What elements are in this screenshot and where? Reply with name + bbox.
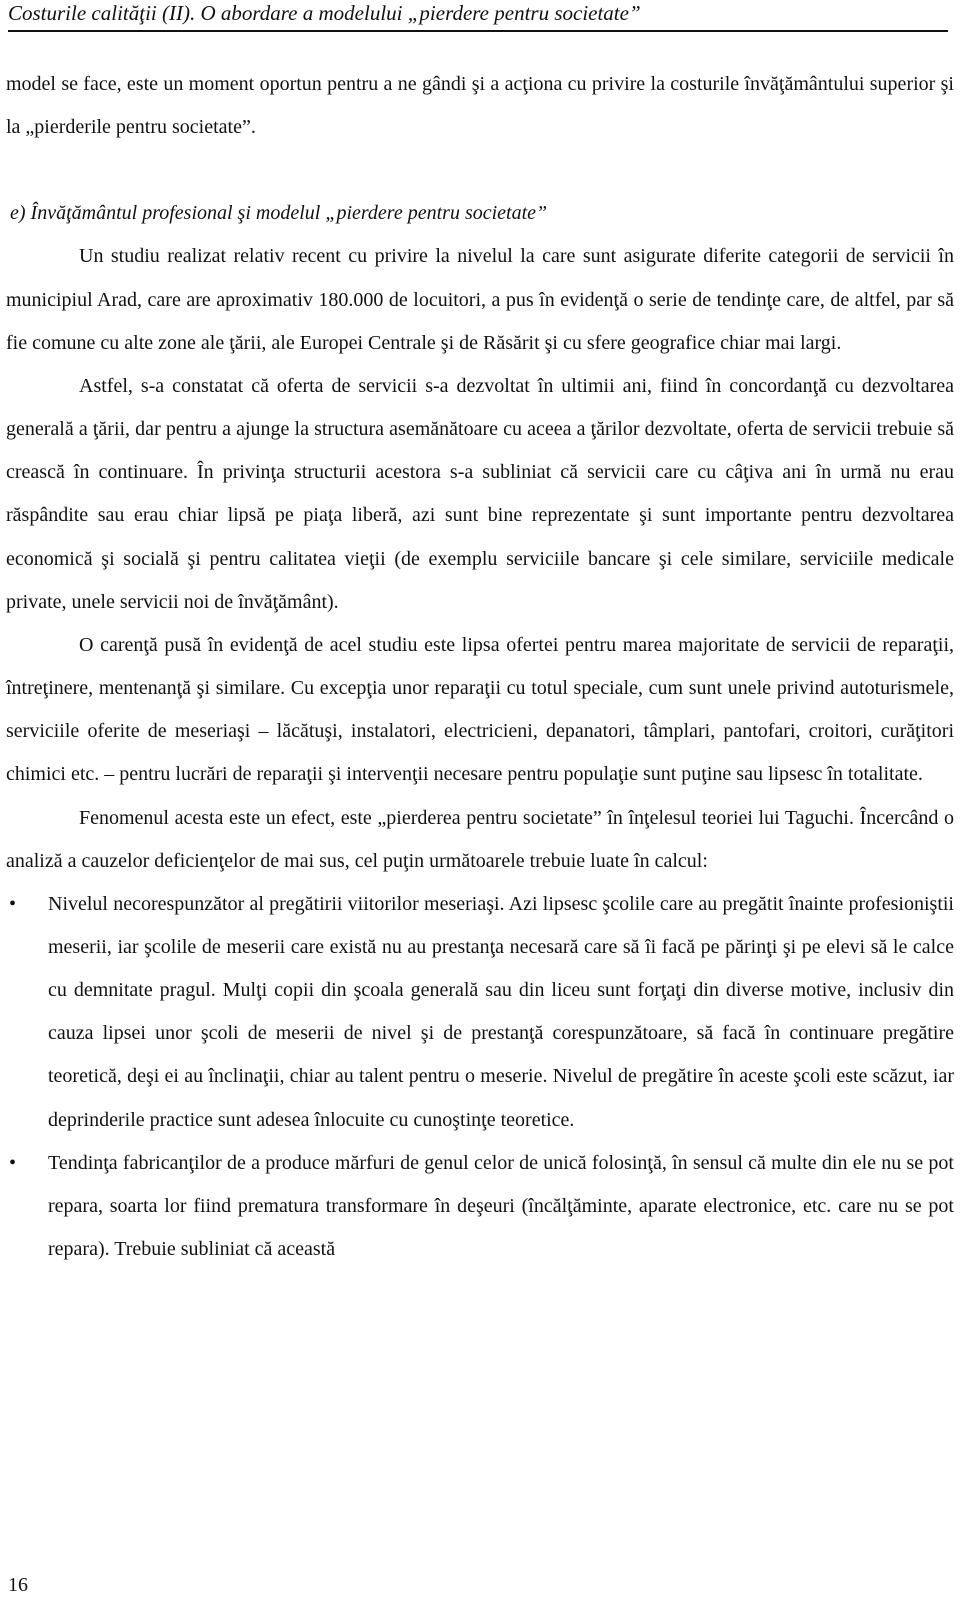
page-number: 16: [8, 1574, 28, 1596]
page-content: [6, 63, 954, 1271]
document-page: [6, 0, 954, 1613]
paragraph-3: O carenţă pusă în evidenţă de acel studiu este lipsa ofertei pentru marea majoritate de servicii de reparaţii, întreţinere, mentenanţă şi similare. Cu excepţia unor reparaţii cu totul speciale, cum sunt unele privind autoturismele, serviciile oferite de meseriaşi – lăcătuşi, instalatori, electricieni, depanatori, tâmplari, pantofari, croitori, curăţitori chimici etc. – pentru lucrări de reparaţii şi intervenţii necesare pentru populaţie sunt puţine sau lipsesc în totalitate.: [6, 633, 954, 786]
bullet-icon: •: [9, 892, 17, 915]
paragraph-4: Fenomenul acesta este un efect, este „pierderea pentru societate” în înţelesul teoriei lui Taguchi. Încercând o analiză a cauzelor deficienţelor de mai sus, cel puţin următoarele trebuie luate în calcul:: [6, 806, 954, 872]
paragraph-spacer: [6, 149, 954, 192]
bullet-icon: •: [9, 1151, 17, 1174]
running-header: Costurile calităţii (II). O abordare a modelului „pierdere pentru societate”: [8, 0, 948, 32]
paragraph-2: Astfel, s-a constatat că oferta de servicii s-a dezvoltat în ultimii ani, fiind în concordanţă cu dezvoltarea generală a ţării, dar pentru a ajunge la structura asemănătoare cu aceea a ţărilor dezvoltate, oferta de servicii trebuie să crească în continuare. În privinţa structurii acestora s-a subliniat că servicii care cu câţiva ani în urmă nu erau răspândite sau erau chiar lipsă pe piaţa liberă, azi sunt bine reprezentate şi sunt importante pentru dezvoltarea economică şi socială şi pentru calitatea vieţii (de exemplu serviciile bancare şi cele similare, serviciile medicale private, unele servicii noi de învăţământ).: [6, 374, 954, 613]
list-item: [6, 1142, 954, 1271]
bullet-list: [6, 883, 954, 1271]
section-heading: e) Învăţământul profesional şi modelul „pierdere pentru societate”: [10, 202, 548, 225]
list-item: [6, 883, 954, 1142]
paragraph-1: Un studiu realizat relativ recent cu privire la nivelul la care sunt asigurate diferite categorii de servicii în municipiul Arad, care are aproximativ 180.000 de locuitori, a pus în evidenţă o serie de tendinţe care, de altfel, par să fie comune cu alte zone ale ţării, ale Europei Centrale şi de Răsărit şi cu sfere geografice chiar mai largi.: [6, 245, 954, 354]
list-item-text: Tendinţa fabricanţilor de a produce mărfuri de genul celor de unică folosinţă, în sensul că multe din ele nu se pot repara, soarta lor fiind prematura transformare în deşeuri (încălţăminte, aparate electronice, etc. care nu se pot repara). Trebuie subliniat că această: [48, 1151, 954, 1261]
paragraph-intro: model se face, este un moment oportun pentru a ne gândi şi a acţiona cu privire la costurile învăţământului superior şi la „pierderile pentru societate”.: [6, 73, 954, 139]
list-item-text: Nivelul necorespunzător al pregătirii viitorilor meseriaşi. Azi lipsesc şcolile care au pregătit înainte profesioniştii meserii, iar şcolile de meserii care există nu au prestanţa necesară care să îi facă pe părinţi şi pe elevi să le calce cu demnitate pragul. Mulţi copii din şcoala generală sau din liceu sunt forţaţi din diverse motive, inclusiv din cauza lipsei unor şcoli de meserii de nivel şi de prestanţă corespunzătoare, să facă în continuare pregătire teoretică, deşi ei au înclinaţii, chiar au talent pentru o meserie. Nivelul de pregătire în aceste şcoli este scăzut, iar deprinderile practice sunt adesea înlocuite cu cunoştinţe teoretice.: [48, 892, 954, 1131]
